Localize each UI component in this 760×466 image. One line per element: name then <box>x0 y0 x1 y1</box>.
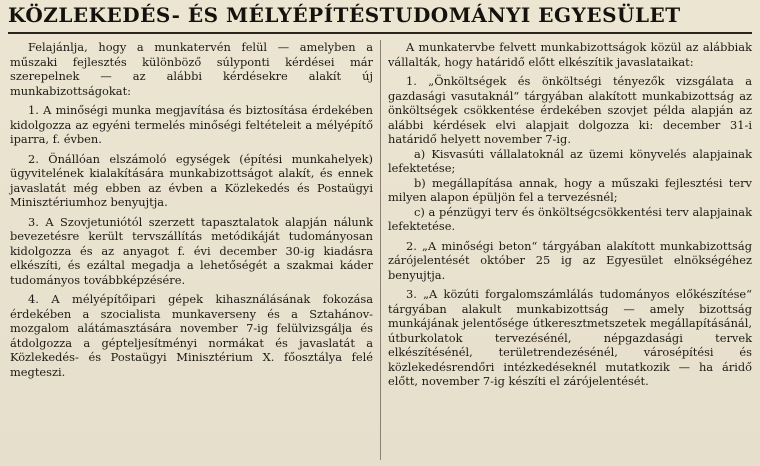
right-item-3: 3. „A közúti forgalomszámlálás tudományos előkészítése“ tárgyában alakult munkabizottság — amely bizottság munkájának jelentősége útkeresztmetszetek megállapításánál, útburkolatok tervezésénél, népgazdasági tervek elkészítésénél, területrendezésénél, városépítési és közlekedésrendőri intézkedéseknél mutatkozik — ha áridő előtt, november 7-ig készíti el zárójelentését. <box>388 287 752 388</box>
left-item-1: 1. A minőségi munka megjavítása és biztosítása érdekében kidolgozza az egyéni termelés minőségi feltételeit a mélyépítő iparra, f. évben. <box>10 103 373 146</box>
page-title: KÖZLEKEDÉS- ÉS MÉLYÉPÍTÉSTUDOMÁNYI EGYESÜLET <box>8 3 681 27</box>
left-item-3: 3. A Szovjetuniótól szerzett tapasztalatok alapján nálunk bevezetésre került tervszállítás metódikáját tudományosan kidolgozza és az anyagot f. évi december 30-ig kiadásra elkészíti, és ezáltal megadja a lehetőségét a szakmai káder tudományos továbbképzésére. <box>10 214 373 287</box>
left-item-4: 4. A mélyépítőipari gépek kihasználásának fokozása érdekében a szocialista munkaverseny és a Sztahánov-mozgalom alátámasztására november 7-ig felülvizsgálja és átdolgozza a gépteljesítményi normákat és javaslatát a Közlekedés- és Postaügyi Minisztérium X. főosztálya felé megteszi. <box>10 292 373 379</box>
right-subitem-c: c) a pénzügyi terv és önköltségcsökkentési terv alapjainak lefektetése. <box>388 204 752 233</box>
right-item-2: 2. „A minőségi beton“ tárgyában alakított munkabizottság zárójelentését október 25 ig az Egyesület elnökségéhez benyujtja. <box>388 238 752 282</box>
right-intro-paragraph: A munkatervbe felvett munkabizottságok közül az alábbiak vállalták, hogy határidő előtt elkészítik javaslataikat: <box>388 40 752 69</box>
column-divider <box>380 40 381 460</box>
right-subitem-b: b) megállapítása annak, hogy a műszaki fejlesztési terv milyen alapon épüljön fel a tervezésnél; <box>388 175 752 204</box>
right-item-1: 1. „Önköltségek és önköltségi tényezők vizsgálata a gazdasági vasutaknál“ tárgyában alakított munkabizottság az önköltségek csökkentése érdekében szovjet példa alapján az alábbi kérdések elvi alapjait dolgozza ki: december 31-i határidő helyett november 7-ig. <box>388 74 752 146</box>
title-underline <box>8 32 752 34</box>
right-subitem-a: a) Kisvasúti vállalatoknál az üzemi könyvelés alapjainak lefektetése; <box>388 146 752 175</box>
left-intro-paragraph: Felajánlja, hogy a munkatervén felül — amelyben a műszaki fejlesztés különböző súlyponti kérdései már szerepelnek — az alábbi kérdésekre alakít új munkabizottságokat: <box>10 40 373 98</box>
left-item-2: 2. Önállóan elszámoló egységek (építési munkahelyek) ügyvitelének kialakítására munkabizottságot alakít, és ennek javaslatát még ebben az évben a Közlekedés és Postaügyi Minisztériumhoz benyujtja. <box>10 151 373 209</box>
left-column <box>10 40 373 379</box>
right-column <box>388 40 752 389</box>
